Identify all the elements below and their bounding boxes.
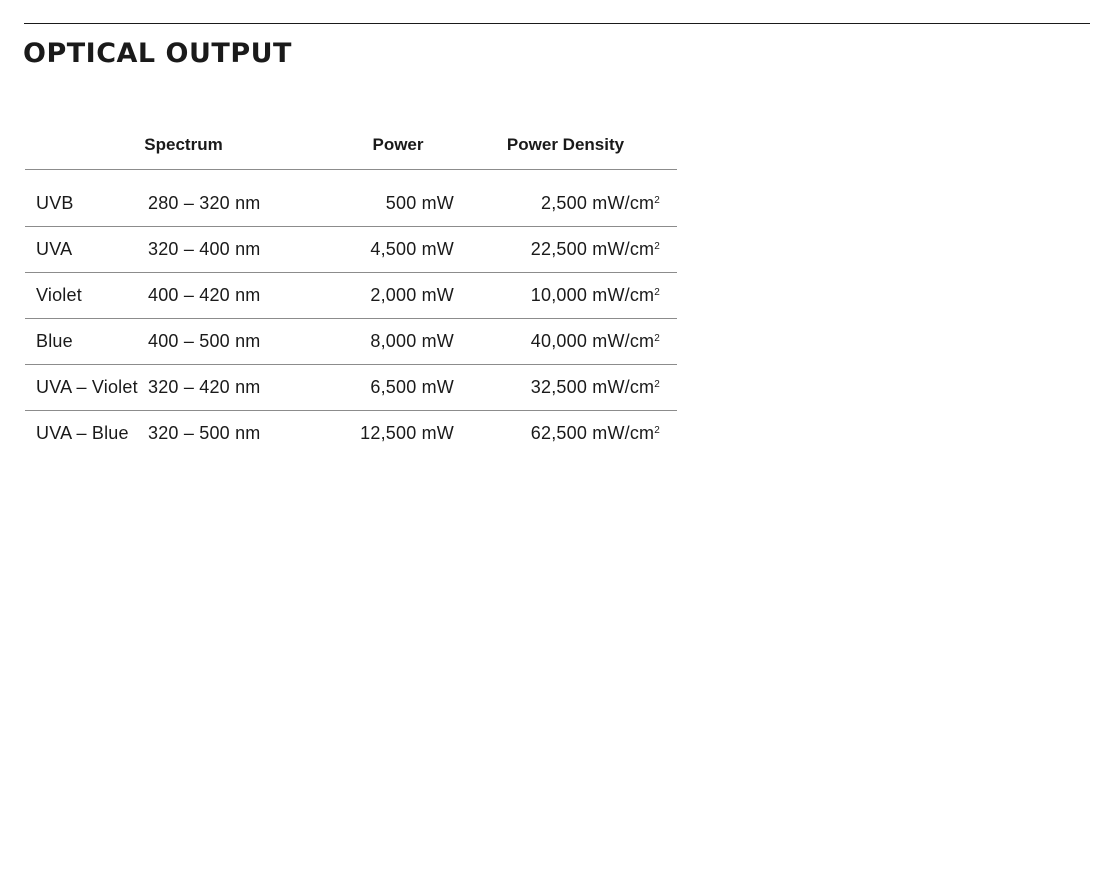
density-unit-exponent: 2 xyxy=(654,379,660,390)
density-unit-exponent: 2 xyxy=(654,287,660,298)
spectrum-name: Blue xyxy=(25,319,148,365)
density-unit-exponent: 2 xyxy=(654,333,660,344)
wavelength-range: 400 – 500 nm xyxy=(148,319,342,365)
power-density-value: 62,500 xyxy=(530,423,588,443)
density-unit: mW/cm xyxy=(587,331,655,351)
spectrum-name: UVA xyxy=(25,227,148,273)
density-unit: mW/cm xyxy=(587,285,655,305)
wavelength-range: 400 – 420 nm xyxy=(148,273,342,319)
spectrum-name: Violet xyxy=(25,273,148,319)
density-unit: mW/cm xyxy=(587,192,655,213)
power-value: 500 mW xyxy=(342,170,454,227)
power-value: 4,500 mW xyxy=(342,227,454,273)
power-density-value: 2,500 xyxy=(541,192,588,213)
header-power-density: Power Density xyxy=(454,108,677,170)
power-density-cell xyxy=(454,319,677,365)
power-density-value: 40,000 xyxy=(530,331,588,351)
section-title: OPTICAL OUTPUT xyxy=(23,38,292,69)
table-row xyxy=(25,273,677,319)
optical-output-table xyxy=(25,108,677,456)
spectrum-name: UVB xyxy=(25,170,148,227)
density-unit: mW/cm xyxy=(587,423,655,443)
density-unit-exponent: 2 xyxy=(654,425,660,436)
power-value: 8,000 mW xyxy=(342,319,454,365)
power-density-cell xyxy=(454,365,677,411)
wavelength-range: 280 – 320 nm xyxy=(148,170,342,227)
table-row xyxy=(25,365,677,411)
wavelength-range: 320 – 500 nm xyxy=(148,423,261,443)
table-row xyxy=(25,227,677,273)
wavelength-range: 320 – 400 nm xyxy=(148,227,342,273)
table-row xyxy=(25,319,677,365)
density-unit-exponent: 2 xyxy=(654,241,660,252)
density-unit: mW/cm xyxy=(587,239,655,259)
header-spectrum: Spectrum xyxy=(25,108,342,170)
density-unit: mW/cm xyxy=(587,377,655,397)
power-value: 2,000 mW xyxy=(342,273,454,319)
power-density-value: 32,500 xyxy=(530,377,588,397)
table-header-row xyxy=(25,108,677,170)
wavelength-range: 320 – 420 nm xyxy=(148,365,342,411)
header-power: Power xyxy=(342,108,454,170)
table-row xyxy=(25,170,677,227)
power-value: 12,500 mW xyxy=(360,423,454,443)
table-row xyxy=(25,411,677,457)
spectrum-name: UVA – Violet xyxy=(25,365,148,411)
power-density-cell xyxy=(454,273,677,319)
power-value: 6,500 mW xyxy=(342,365,454,411)
spectrum-name: UVA – Blue xyxy=(36,423,129,443)
power-density-value: 10,000 xyxy=(530,285,588,305)
top-divider xyxy=(24,23,1090,24)
power-density-cell xyxy=(454,227,677,273)
power-density-cell xyxy=(454,411,677,457)
power-density-cell xyxy=(454,170,677,227)
power-density-value: 22,500 xyxy=(530,239,588,259)
density-unit-exponent: 2 xyxy=(654,194,660,206)
